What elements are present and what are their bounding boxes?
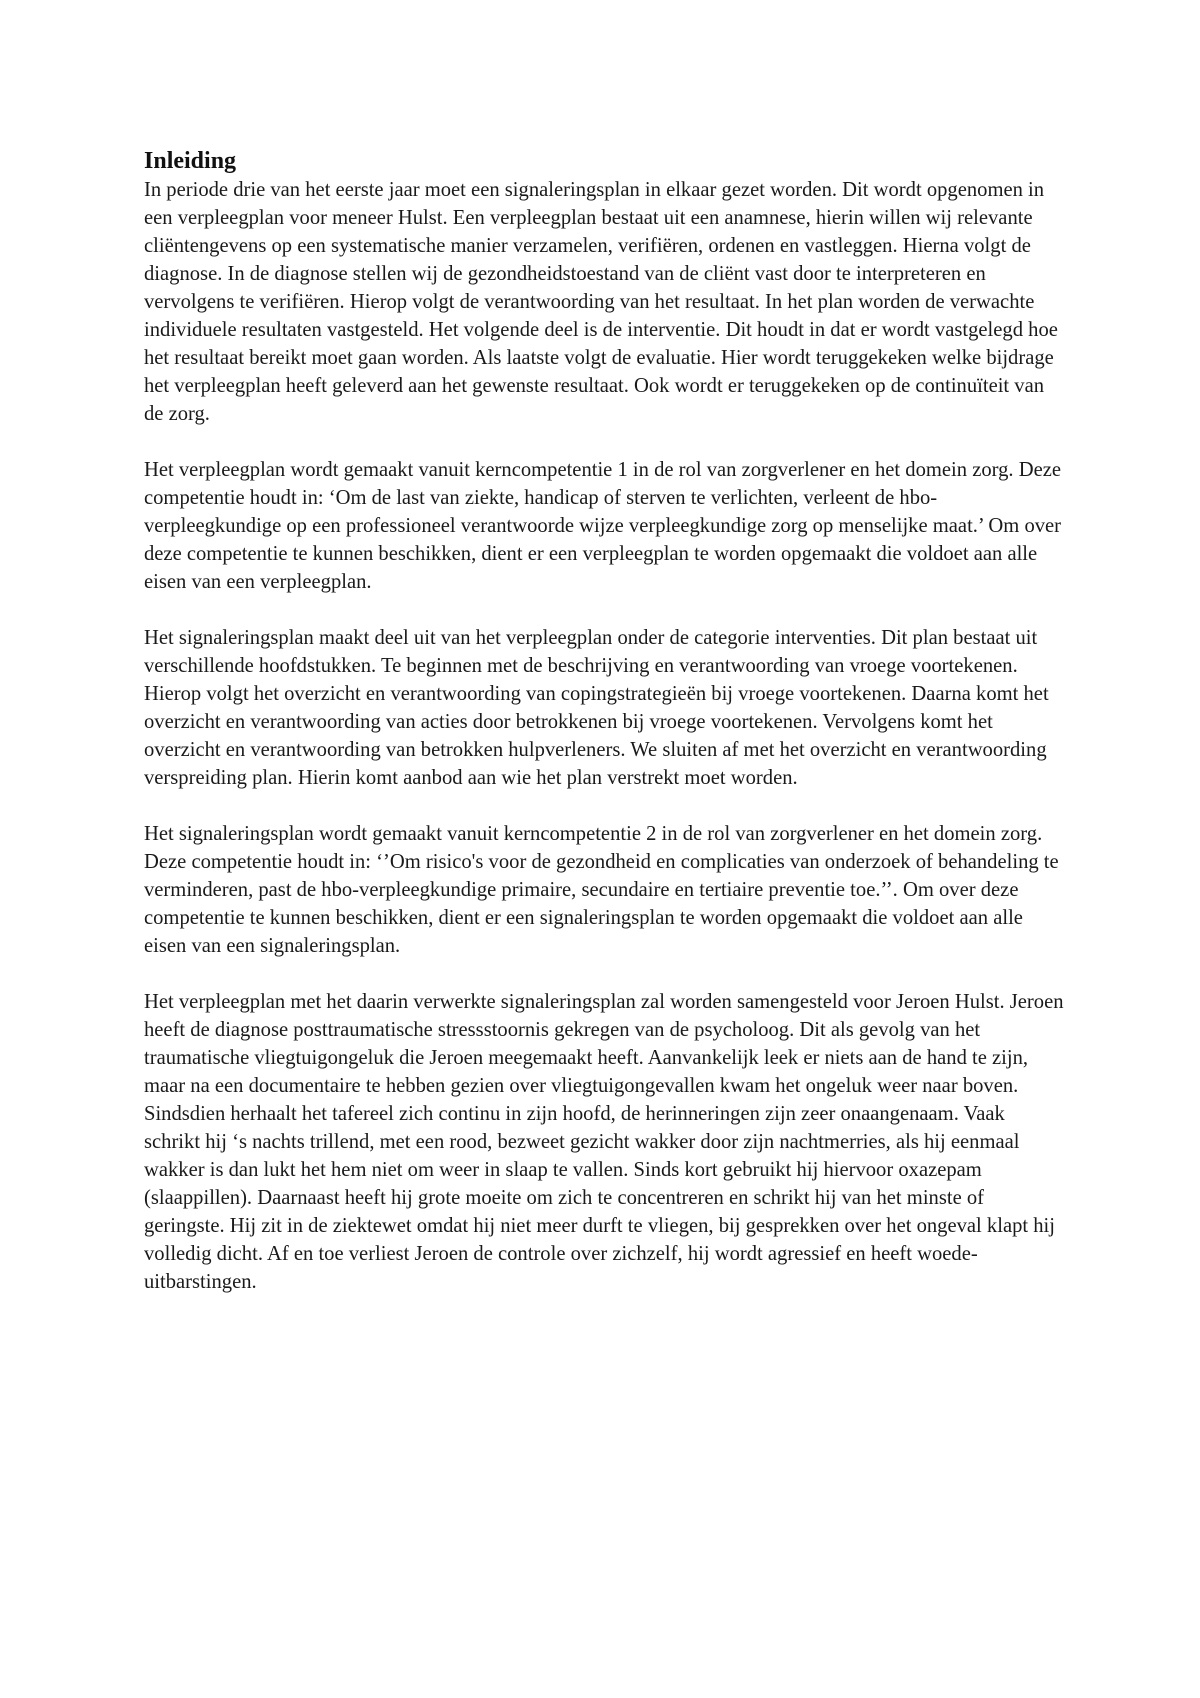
paragraph-casus-jeroen: Het verpleegplan met het daarin verwerkte signaleringsplan zal worden samengesteld voor Jeroen Hulst. Jeroen heeft de diagnose posttraumatische stressstoornis gekregen van de psycholoog. Dit als gevolg van het traumatische vliegtuigongeluk die Jeroen meegemaakt heeft. Aanvankelijk leek er niets aan de hand te zijn, maar na een documentaire te hebben gezien over vliegtuigongevallen kwam het ongeluk weer naar boven. Sindsdien herhaalt het tafereel zich continu in zijn hoofd, de herinneringen zijn zeer onaangenaam. Vaak schrikt hij ‘s nachts trillend, met een rood, bezweet gezicht wakker door zijn nachtmerries, als hij eenmaal wakker is dan lukt het hem niet om weer in slaap te vallen. Sinds kort gebruikt hij hiervoor oxazepam (slaappillen). Daarnaast heeft hij grote moeite om zich te concentreren en schrikt hij van het minste of geringste. Hij zit in de ziektewet omdat hij niet meer durft te vliegen, bij gesprekken over het ongeval klapt hij volledig dicht. Af en toe verliest Jeroen de controle over zichzelf, hij wordt agressief en heeft woede-uitbarstingen. [144, 991, 1064, 1293]
paragraph-signaleringsplan-competentie: Het signaleringsplan wordt gemaakt vanuit kerncompetentie 2 in de rol van zorgverlener en het domein zorg. Deze competentie houdt in: ‘’Om risico's voor de gezondheid en complicaties van onderzoek of behandeling te verminderen, past de hbo-verpleegkundige primaire, secundaire en tertiaire preventie toe.’’. Om over deze competentie te kunnen beschikken, dient er een signaleringsplan te worden opgemaakt die voldoet aan alle eisen van een signaleringsplan. [144, 823, 1059, 957]
paragraph-signaleringsplan: Het signaleringsplan maakt deel uit van het verpleegplan onder de categorie interventies. Dit plan bestaat uit verschillende hoofdstukken. Te beginnen met de beschrijving en verantwoording van vroege voortekenen. Hierop volgt het overzicht en verantwoording van copingstrategieën bij vroege voortekenen. Daarna komt het overzicht en verantwoording van acties door betrokkenen bij vroege voortekenen. Vervolgens komt het overzicht en verantwoording van betrokken hulpverleners. We sluiten af met het overzicht en verantwoording verspreiding plan. Hierin komt aanbod aan wie het plan verstrekt moet worden. [144, 627, 1049, 789]
document-body [144, 146, 1064, 1296]
paragraph-intro: In periode drie van het eerste jaar moet een signaleringsplan in elkaar gezet worden. Dit wordt opgenomen in een verpleegplan voor meneer Hulst. Een verpleegplan bestaat uit een anamnese, hierin willen wij relevante cliëntengevens op een systematische manier verzamelen, verifiëren, ordenen en vastleggen. Hierna volgt de diagnose. In de diagnose stellen wij de gezondheidstoestand van de cliënt vast door te interpreteren en vervolgens te verifiëren. Hierop volgt de verantwoording van het resultaat. In het plan worden de verwachte individuele resultaten vastgesteld. Het volgende deel is de interventie. Dit houdt in dat er wordt vastgelegd hoe het resultaat bereikt moet gaan worden. Als laatste volgt de evaluatie. Hier wordt teruggekeken welke bijdrage het verpleegplan heeft geleverd aan het gewenste resultaat. Ook wordt er teruggekeken op de continuïteit van de zorg. [144, 179, 1058, 425]
paragraph-verpleegplan-competentie: Het verpleegplan wordt gemaakt vanuit kerncompetentie 1 in de rol van zorgverlener en het domein zorg. Deze competentie houdt in: ‘Om de last van ziekte, handicap of sterven te verlichten, verleent de hbo-verpleegkundige op een professioneel verantwoorde wijze verpleegkundige zorg op menselijke maat.’ Om over deze competentie te kunnen beschikken, dient er een verpleegplan te worden opgemaakt die voldoet aan alle eisen van een verpleegplan. [144, 459, 1062, 593]
section-heading: Inleiding [144, 148, 237, 174]
